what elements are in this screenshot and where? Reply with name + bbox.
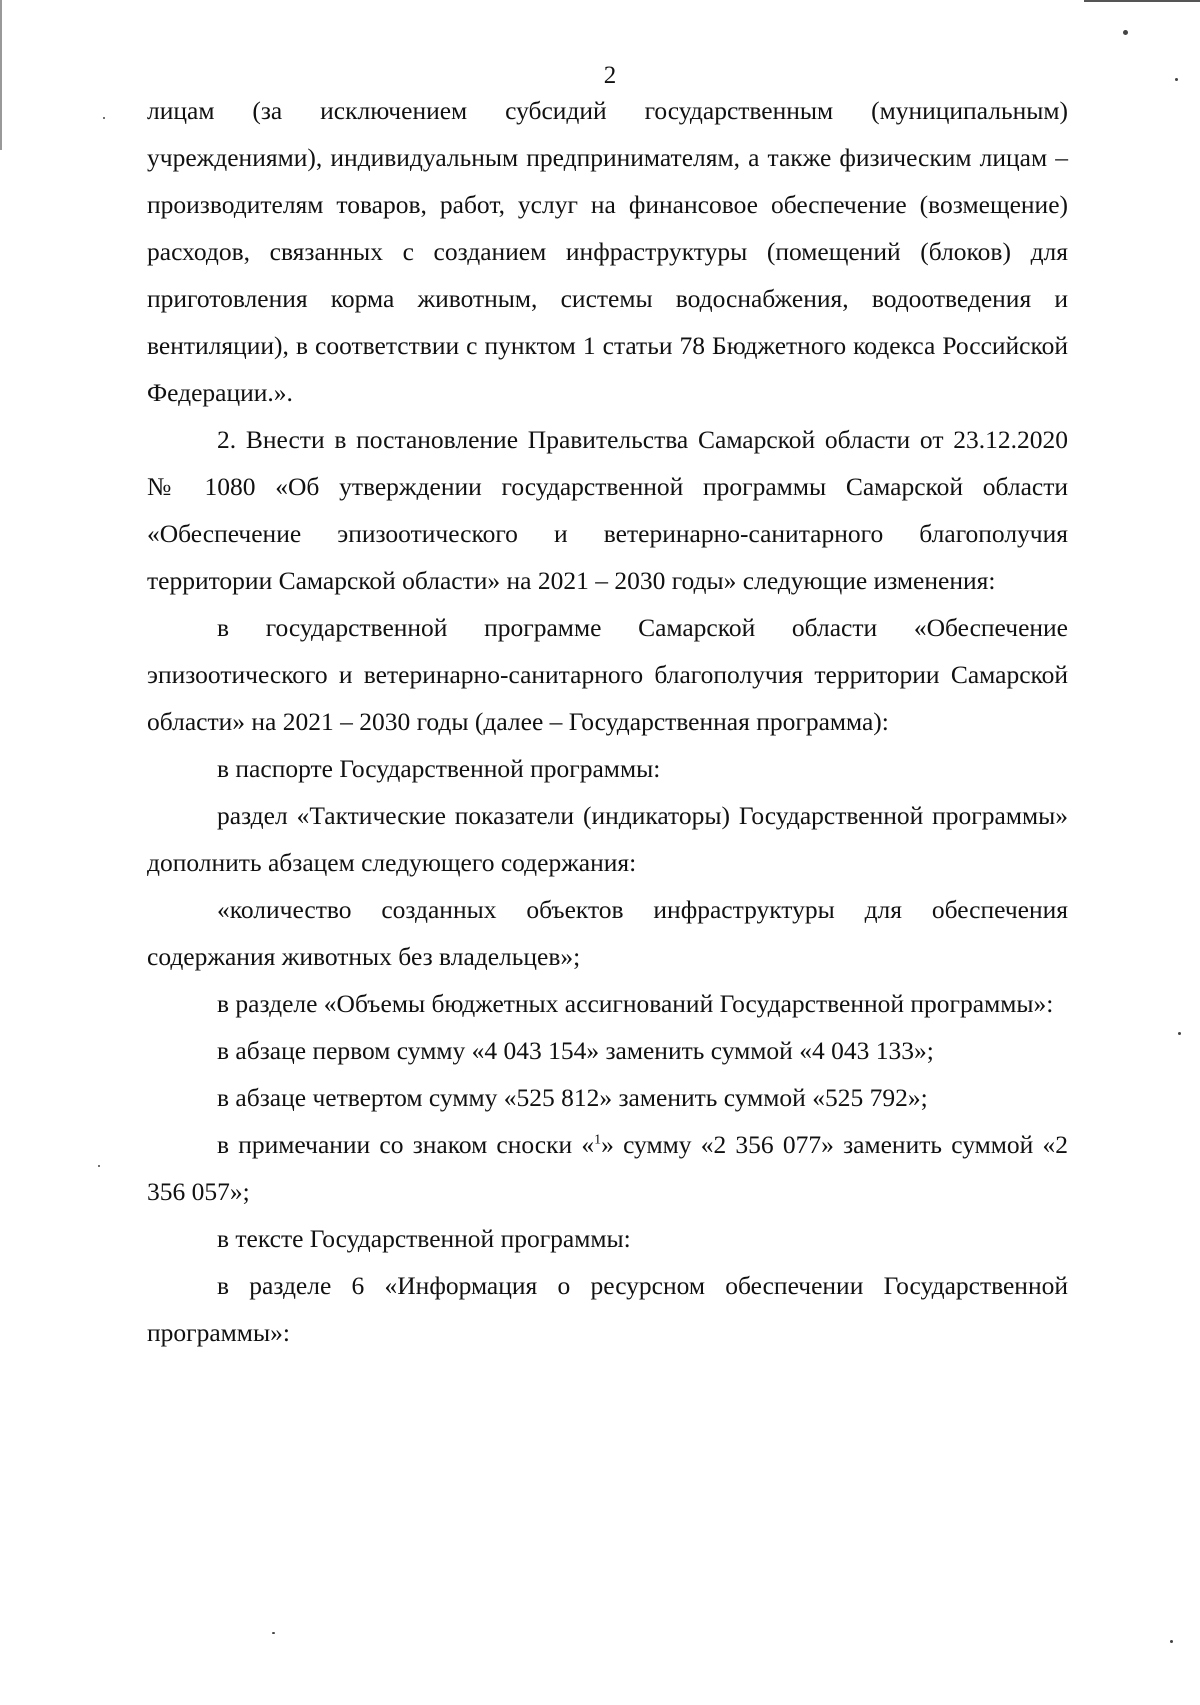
paragraph: в тексте Государственной программы: xyxy=(217,1224,631,1253)
document-body xyxy=(147,87,1068,1356)
paragraph: в паспорте Государственной программы: xyxy=(217,754,661,783)
scan-speck xyxy=(1178,1032,1181,1035)
paragraph: в разделе 6 «Информация о ресурсном обеспечении Государственной программы»: xyxy=(147,1271,1068,1347)
scan-speck xyxy=(1170,1640,1173,1643)
paragraph: в государственной программе Самарской области «Обеспечение эпизоотического и ветеринарно-санитарного благополучия территории Самарской области» на 2021 – 2030 годы (далее – Государственная программа): xyxy=(147,613,1068,736)
paragraph-text-before: в примечании со знаком сноски « xyxy=(217,1130,595,1159)
paragraph-text-after: » сумму «2 356 077» заменить суммой «2 356 057»; xyxy=(147,1130,1068,1206)
scan-speck xyxy=(272,1632,275,1634)
paragraph: в абзаце четвертом сумму «525 812» заменить суммой «525 792»; xyxy=(217,1083,928,1112)
scan-speck xyxy=(1123,30,1128,35)
paragraph: в абзаце первом сумму «4 043 154» заменить суммой «4 043 133»; xyxy=(217,1036,934,1065)
paragraph: 2. Внести в постановление Правительства Самарской области от 23.12.2020 № 1080 «Об утверждении государственной программы Самарской области «Обеспечение эпизоотического и ветеринарно-санитарного благополучия территории Самарской области» на 2021 – 2030 годы» следующие изменения: xyxy=(147,425,1068,595)
footnote-superscript: 1 xyxy=(594,1132,602,1148)
paragraph: лицам (за исключением субсидий государственным (муниципальным) учреждениями), индивидуальным предпринимателям, а также физическим лицам – производителям товаров, работ, услуг на финансовое обеспечение (возмещение) расходов, связанных с созданием инфраструктуры (помещений (блоков) для приготовления корма животным, системы водоснабжения, водоотведения и вентиляции), в соответствии с пунктом 1 статьи 78 Бюджетного кодекса Российской Федерации.». xyxy=(147,96,1068,407)
paragraph: раздел «Тактические показатели (индикаторы) Государственной программы» дополнить абзацем следующего содержания: xyxy=(147,801,1068,877)
scan-speck xyxy=(98,1165,100,1167)
scan-speck xyxy=(103,117,105,119)
paragraph: «количество созданных объектов инфраструктуры для обеспечения содержания животных без владельцев»; xyxy=(147,895,1068,971)
page-number: 2 xyxy=(603,62,617,89)
paragraph-with-footnote xyxy=(147,1121,1068,1215)
scan-border-top xyxy=(1084,0,1200,2)
paragraph: в разделе «Объемы бюджетных ассигнований Государственной программы»: xyxy=(217,989,1054,1018)
